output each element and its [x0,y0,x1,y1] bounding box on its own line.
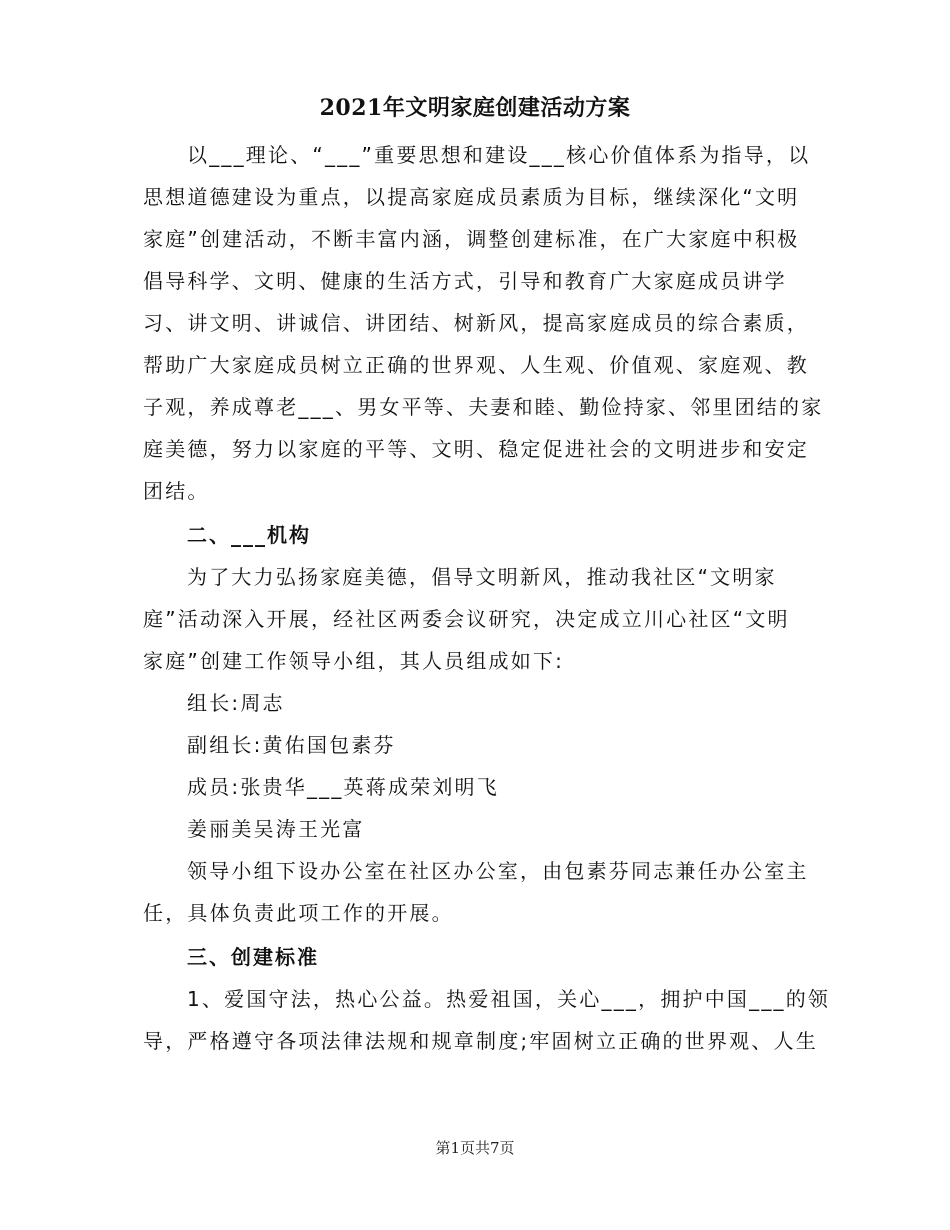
paragraph-line: 倡导科学、文明、健康的生活方式，引导和教育广大家庭成员讲学 [143,269,787,293]
paragraph-line: 为了大力弘扬家庭美德，倡导文明新风，推动我社区“文明家 [187,565,777,589]
paragraph-line: 组长:周志 [187,691,285,715]
paragraph-line: 成员:张贵华___英蒋成荣刘明飞 [187,775,499,799]
document-title: 2021年文明家庭创建活动方案 [319,95,631,121]
paragraph-line: 庭”活动深入开展，经社区两委会议研究，决定成立川心社区“文明 [143,607,790,631]
section-heading: 三、创建标准 [187,945,319,969]
page-footer: 第1页共7页 [435,1139,515,1157]
paragraph-line: 副组长:黄佑国包素芬 [187,733,396,757]
paragraph-line: 帮助广大家庭成员树立正确的世界观、人生观、价值观、家庭观、教 [143,353,809,377]
paragraph-line: 家庭”创建活动，不断丰富内涵，调整创建标准，在广大家庭中积极 [143,227,800,251]
paragraph-line: 任，具体负责此项工作的开展。 [143,901,454,925]
paragraph-line: 姜丽美吴涛王光富 [187,817,365,841]
paragraph-line: 以___理论、“___”重要思想和建设___核心价值体系为指导，以 [187,143,811,167]
paragraph-line: 思想道德建设为重点，以提高家庭成员素质为目标，继续深化“文明 [143,185,800,209]
paragraph-line: 导，严格遵守各项法律法规和规章制度;牢固树立正确的世界观、人生 [143,1029,818,1053]
paragraph-line: 子观，养成尊老___、男女平等、夫妻和睦、勤俭持家、邻里团结的家 [143,395,824,419]
paragraph-line: 家庭”创建工作领导小组，其人员组成如下: [143,649,565,673]
paragraph-line: 习、讲文明、讲诚信、讲团结、树新风，提高家庭成员的综合素质， [143,311,809,335]
paragraph-line: 庭美德，努力以家庭的平等、文明、稳定促进社会的文明进步和安定 [143,437,809,461]
paragraph-line: 团结。 [143,479,210,503]
paragraph-line: 领导小组下设办公室在社区办公室，由包素芬同志兼任办公室主 [187,859,809,883]
paragraph-line: 1、爱国守法，热心公益。热爱祖国，关心___，拥护中国___的领 [187,987,831,1011]
section-heading: 二、___机构 [187,523,311,547]
